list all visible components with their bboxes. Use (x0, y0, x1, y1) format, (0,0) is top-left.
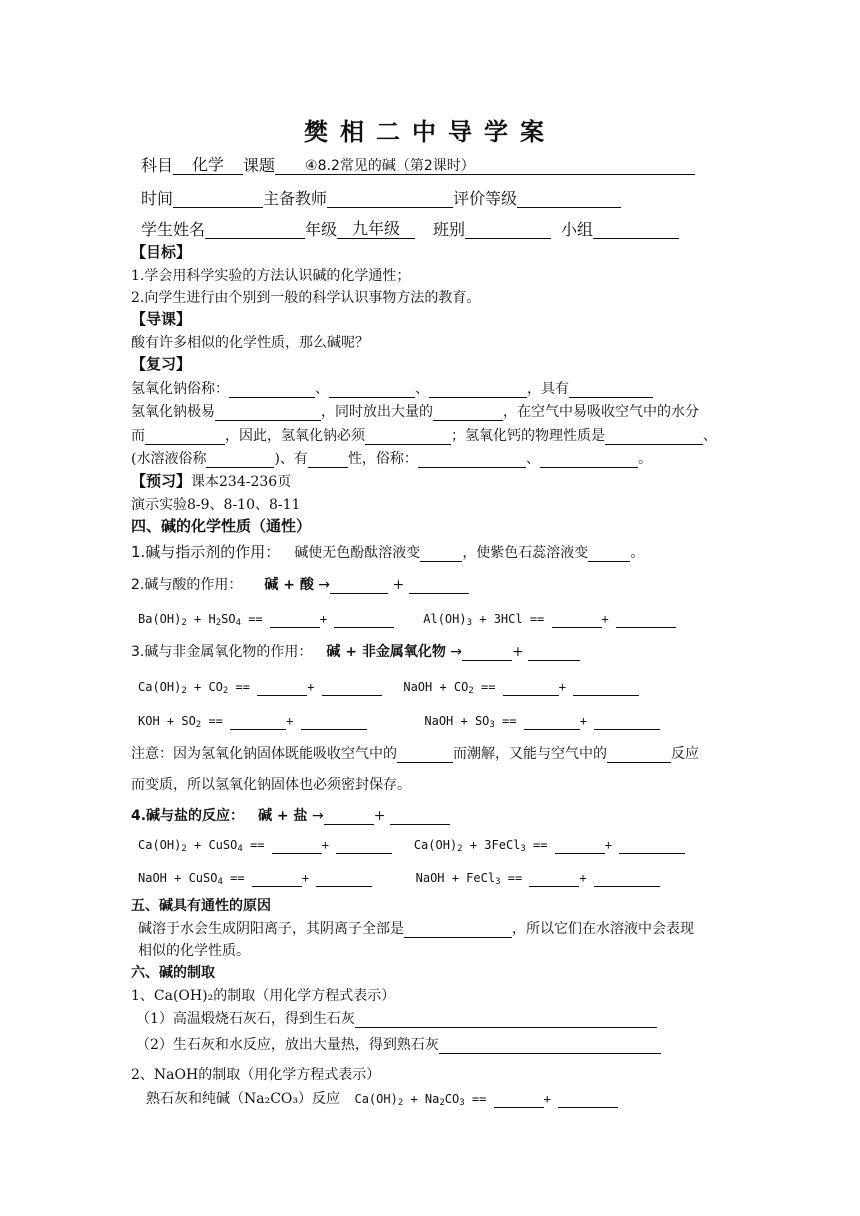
teacher-label: 主备教师 (263, 189, 328, 208)
answer-blank[interactable] (494, 1091, 544, 1108)
answer-blank[interactable] (607, 746, 671, 763)
section6-item-2: 2、NaOH的制取（用化学方程式表示） (131, 1067, 381, 1083)
equation-row: $Ca(OH)_2$ + CuSO$_4$ == + $Ca(OH)_2$ + 3FeCl$_3$ == + (138, 836, 685, 854)
answer-blank[interactable] (230, 713, 286, 730)
review-blank[interactable] (418, 451, 526, 468)
property-3: 3.碱与非金属氧化物的作用： 碱 + 非金属氧化物 → + (131, 643, 580, 661)
page-title: 樊相二中导学案 (304, 118, 556, 146)
teacher-blank[interactable] (327, 191, 453, 208)
equation-row: KOH + $SO_2$ == + NaOH + $SO_3$ == + (138, 712, 660, 730)
meta-row-subject (141, 156, 695, 175)
subject-value: 化学 (173, 156, 243, 175)
grade-eval-label: 评价等级 (453, 189, 518, 208)
section5-line-2: 相似的化学性质。 (138, 943, 250, 959)
answer-blank[interactable] (252, 870, 302, 887)
review-blank[interactable] (433, 404, 503, 421)
answer-blank[interactable] (336, 837, 392, 854)
answer-blank[interactable] (462, 644, 512, 661)
answer-blank[interactable] (390, 808, 450, 825)
student-blank[interactable] (205, 222, 305, 239)
student-label: 学生姓名 (141, 220, 206, 239)
answer-blank[interactable] (420, 545, 462, 562)
preview-line (131, 472, 291, 491)
answer-blank[interactable] (503, 679, 559, 696)
answer-blank[interactable] (619, 837, 685, 854)
property-1: 1.碱与指示剂的作用： 碱使无色酚酞溶液变 ，使紫色石蕊溶液变 。 (131, 543, 645, 561)
meta-row-student (141, 220, 679, 239)
review-line-3: 而 ，因此，氢氧化钠必须 ；氢氧化钙的物理性质是 、 (131, 428, 717, 444)
review-line-2: 氢氧化钠极易 ，同时放出大量的 ，在空气中易吸收空气中的水分 (131, 404, 699, 420)
goals-heading: 【目标】 (131, 243, 192, 261)
group-label: 小组 (561, 220, 594, 239)
topic-value: ④8.2常见的碱（第2课时） (275, 157, 695, 175)
goal-item-2: 2.向学生进行由个别到一般的科学认识事物方法的教育。 (131, 290, 481, 306)
answer-blank[interactable] (322, 679, 382, 696)
intro-text: 酸有许多相似的化学性质，那么碱呢？ (131, 335, 369, 351)
review-blank[interactable] (215, 404, 321, 421)
review-blank[interactable] (429, 381, 527, 398)
review-blank[interactable] (308, 451, 348, 468)
review-blank[interactable] (605, 428, 703, 445)
equation-row: NaOH + CuSO$_4$ == + NaOH + FeCl$_3$ == + (138, 869, 660, 887)
section6-item-2-line: 熟石灰和纯碱（Na₂CO₃）反应 $Ca(OH)_2 + Na_2CO_3$ == + (146, 1090, 618, 1108)
equation-row: $Ba(OH)_2 + H_2SO_4$ == + $Al(OH)_3 + 3HCl$ == + (138, 610, 676, 628)
answer-blank[interactable] (334, 611, 394, 628)
answer-blank[interactable] (552, 611, 602, 628)
property-2: 2.碱与酸的作用： 碱 + 酸 → + (131, 576, 469, 594)
review-blank[interactable] (206, 451, 274, 468)
section4-heading: 四、碱的化学性质（通性） (131, 517, 312, 535)
meta-row-time (141, 190, 621, 208)
time-blank[interactable] (173, 191, 263, 208)
answer-blank[interactable] (355, 1011, 657, 1028)
review-blank[interactable] (229, 381, 315, 398)
intro-heading: 【导课】 (131, 310, 192, 328)
group-blank[interactable] (593, 222, 679, 239)
property-4: 4.碱与盐的反应： 碱 + 盐 → + (131, 807, 450, 825)
answer-blank[interactable] (573, 679, 639, 696)
section6-heading: 六、碱的制取 (131, 965, 215, 981)
review-blank[interactable] (329, 381, 415, 398)
goal-item-1: 1.学会用科学实验的方法认识碱的化学通性； (131, 268, 411, 284)
answer-blank[interactable] (330, 577, 388, 594)
time-label: 时间 (141, 189, 174, 208)
note-line-2: 而变质，所以氢氧化钠固体也必须密封保存。 (131, 777, 411, 793)
grade-eval-blank[interactable] (517, 191, 621, 208)
review-blank[interactable] (145, 428, 225, 445)
review-blank[interactable] (569, 381, 653, 398)
answer-blank[interactable] (409, 577, 469, 594)
answer-blank[interactable] (316, 870, 372, 887)
section5-heading: 五、碱具有通性的原因 (131, 898, 271, 914)
topic-label: 课题 (243, 156, 276, 175)
subject-label: 科目 (141, 156, 174, 175)
answer-blank[interactable] (439, 1037, 661, 1054)
equation-row: $Ca(OH)_2 + CO_2$ == + NaOH + $CO_2$ == + (138, 678, 639, 696)
answer-blank[interactable] (404, 921, 512, 938)
section6-step-2: （2）生石灰和水反应，放出大量热，得到熟石灰 (136, 1036, 661, 1054)
answer-blank[interactable] (555, 837, 605, 854)
review-heading: 【复习】 (131, 355, 192, 373)
answer-blank[interactable] (524, 713, 580, 730)
preview-demo: 演示实验8-9、8-10、8-11 (131, 497, 301, 513)
section5-line-1: 碱溶于水会生成阴阳离子，其阴离子全部是 ，所以它们在水溶液中会表现 (138, 921, 694, 937)
note-line-1: 注意：因为氢氧化钠固体既能吸收空气中的 而潮解，又能与空气中的 反应 (131, 746, 699, 762)
answer-blank[interactable] (529, 870, 579, 887)
preview-text: 课本234-236页 (191, 474, 292, 490)
class-label: 班别 (433, 220, 466, 239)
answer-blank[interactable] (397, 746, 453, 763)
answer-blank[interactable] (257, 679, 307, 696)
grade-label: 年级 (305, 220, 338, 239)
review-blank[interactable] (540, 451, 638, 468)
review-line-4: (水溶液俗称 )、有 性，俗称： 、 。 (131, 451, 652, 467)
answer-blank[interactable] (558, 1091, 618, 1108)
answer-blank[interactable] (528, 644, 580, 661)
review-blank[interactable] (365, 428, 451, 445)
answer-blank[interactable] (588, 545, 630, 562)
grade-value: 九年级 (337, 220, 415, 239)
answer-blank[interactable] (270, 611, 320, 628)
answer-blank[interactable] (616, 611, 676, 628)
answer-blank[interactable] (324, 808, 374, 825)
review-line-1: 氢氧化钠俗称： 、 、 ，具有 (131, 380, 653, 398)
answer-blank[interactable] (272, 837, 322, 854)
answer-blank[interactable] (301, 713, 367, 730)
answer-blank[interactable] (594, 713, 660, 730)
section6-item-1: 1、Ca(OH)₂的制取（用化学方程式表示） (131, 988, 396, 1004)
preview-heading: 【预习】 (131, 472, 192, 490)
section6-step-1: （1）高温煅烧石灰石，得到生石灰 (136, 1010, 657, 1028)
class-blank[interactable] (465, 222, 551, 239)
answer-blank[interactable] (594, 870, 660, 887)
